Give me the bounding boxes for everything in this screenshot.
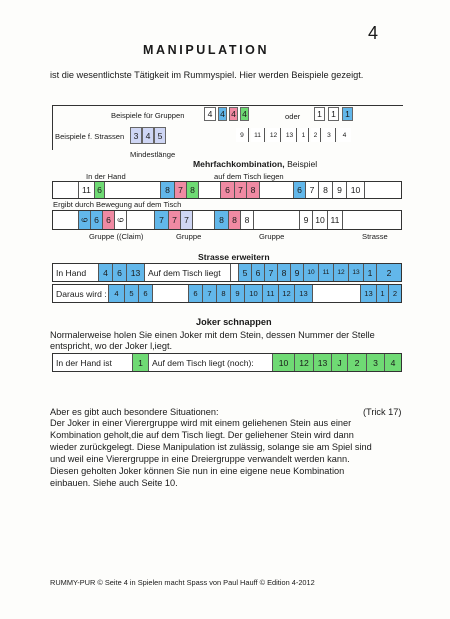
joker-title: Joker schnappen <box>196 317 272 327</box>
tile: 5 <box>125 285 139 302</box>
spacer <box>105 182 161 198</box>
tile: 7 <box>306 182 319 198</box>
spacer <box>260 182 294 198</box>
special-text-6: Diesen geholten Joker können Sie nun in eine eigene neue Kombination <box>50 466 345 476</box>
spacer <box>343 211 401 229</box>
tile: 8 <box>247 182 260 198</box>
tile: 2 <box>377 264 401 281</box>
multi-row-1 <box>52 181 402 199</box>
tile: 7 <box>181 211 193 229</box>
extend-result-label: Daraus wird : <box>53 285 109 302</box>
tile: 4 <box>204 107 216 121</box>
tile: J <box>332 354 348 371</box>
tile: 1 <box>133 354 149 371</box>
spacer <box>53 182 79 198</box>
tile: 2 <box>311 128 321 142</box>
extend-result-row <box>52 284 402 303</box>
tile: 1 <box>377 285 389 302</box>
tile: 2 <box>389 285 401 302</box>
tile: 10 <box>273 354 295 371</box>
tile: 11 <box>263 285 279 302</box>
tile: 13 <box>361 285 377 302</box>
tile: 12 <box>295 354 314 371</box>
tile: 6 <box>95 182 105 198</box>
extend-hand-label: In Hand <box>53 264 99 281</box>
tile: 11 <box>251 128 265 142</box>
joker-text-1: Normalerweise holen Sie einen Joker mit dem Stein, dessen Nummer der Stelle <box>50 330 375 340</box>
tile: 12 <box>279 285 295 302</box>
tile: 8 <box>187 182 199 198</box>
tile: 7 <box>265 264 278 281</box>
strasse-label: Strasse <box>362 232 388 241</box>
tile <box>79 211 91 229</box>
joker-text-2: entspricht, wo der Joker l,iegt. <box>50 341 173 351</box>
streets-label: Beispiele f. Strassen <box>55 132 125 141</box>
tile-label: 6 <box>79 217 90 223</box>
tile: 10 <box>313 211 328 229</box>
special-text-3: Kombination geholt,die auf dem Tisch liegt. Der geliehener Stein wird dann <box>50 430 354 440</box>
tile: 4 <box>385 354 401 371</box>
tile: 1 <box>328 107 339 121</box>
groups-set-2 <box>314 107 353 121</box>
tile: 7 <box>175 182 187 198</box>
spacer <box>231 264 239 281</box>
trick-label: (Trick 17) <box>363 407 402 417</box>
oder-label: oder <box>285 112 301 121</box>
extend-hand-row <box>52 263 402 282</box>
tile: 7 <box>169 211 181 229</box>
tile: 13 <box>349 264 364 281</box>
joker-table-label: Auf dem Tisch liegt (noch): <box>149 354 273 371</box>
tile: 6 <box>103 211 115 229</box>
tile: 8 <box>161 182 175 198</box>
tile: 11 <box>79 182 95 198</box>
tile: 10 <box>304 264 319 281</box>
result-label: Ergibt durch Bewegung auf dem Tisch <box>53 200 182 209</box>
multi-title-suffix: Beispiel <box>284 159 318 169</box>
special-text-1: Aber es gibt auch besondere Situationen: <box>50 407 219 417</box>
streets-set-2 <box>236 128 351 142</box>
spacer <box>127 211 155 229</box>
spacer <box>365 182 401 198</box>
spacer <box>199 182 221 198</box>
tile: 10 <box>245 285 263 302</box>
tile: 6 <box>189 285 203 302</box>
tile: 4 <box>99 264 113 281</box>
page-number: 4 <box>368 23 379 43</box>
tile: 13 <box>127 264 145 281</box>
joker-row <box>52 353 402 372</box>
footer: RUMMY-PUR © Seite 4 in Spielen macht Spass von Paul Hauff © Edition 4-2012 <box>50 578 315 587</box>
on-table-label: auf dem Tisch liegen <box>214 172 284 181</box>
tile: 4 <box>142 127 154 144</box>
tile: 6 <box>221 182 235 198</box>
tile: 13 <box>283 128 297 142</box>
tile: 8 <box>217 285 231 302</box>
intro-text: ist die wesentlichste Tätigkeit im Rummyspiel. Hier werden Beispiele gezeigt. <box>50 70 364 80</box>
tile: 4 <box>109 285 125 302</box>
special-text-5: und weil eine Vierergruppe in eine Dreiergruppe verwandelt werden kann. <box>50 454 350 464</box>
extend-title: Strasse erweitern <box>198 252 270 262</box>
special-text-4: wieder zurückgelegt. Diese Manipulation ist zulässig, solange sie am Spiel sind <box>50 442 372 452</box>
gruppe-label-2: Gruppe <box>259 232 285 241</box>
spacer <box>313 285 361 302</box>
tile: 8 <box>215 211 229 229</box>
tile: 5 <box>239 264 252 281</box>
tile: 7 <box>155 211 169 229</box>
tile: 6 <box>252 264 265 281</box>
tile: 3 <box>323 128 336 142</box>
tile: 10 <box>347 182 365 198</box>
tile: 8 <box>229 211 241 229</box>
multi-title <box>193 159 317 169</box>
tile: 4 <box>229 107 238 121</box>
groups-set-1 <box>204 107 249 121</box>
joker-hand-label: In der Hand ist <box>53 354 133 371</box>
tile: 13 <box>295 285 313 302</box>
tile: 9 <box>236 128 249 142</box>
groups-label: Beispiele für Gruppen <box>111 111 185 120</box>
tile: 5 <box>154 127 166 144</box>
tile: 2 <box>348 354 367 371</box>
tile: 12 <box>334 264 349 281</box>
tile: 9 <box>291 264 304 281</box>
spacer <box>153 285 189 302</box>
tile: 4 <box>218 107 227 121</box>
tile: 1 <box>364 264 377 281</box>
tile: 7 <box>235 182 247 198</box>
tile: 11 <box>319 264 334 281</box>
tile: 9 <box>300 211 313 229</box>
tile: 1 <box>314 107 325 121</box>
tile: 1 <box>342 107 353 121</box>
streets-set-1 <box>130 127 166 144</box>
in-hand-label: In der Hand <box>86 172 126 181</box>
tile: 6 <box>139 285 153 302</box>
gruppe-label-1: Gruppe <box>176 232 202 241</box>
tile: 3 <box>367 354 385 371</box>
spacer <box>53 211 79 229</box>
tile: 4 <box>240 107 249 121</box>
tile: 9 <box>231 285 245 302</box>
tile: 11 <box>328 211 343 229</box>
spacer <box>193 211 215 229</box>
tile: 6 <box>91 211 103 229</box>
claim-label: Gruppe ((Claim) <box>89 232 144 241</box>
tile: 1 <box>299 128 309 142</box>
tile: 4 <box>338 128 351 142</box>
spacer <box>254 211 300 229</box>
tile-label: 6 <box>115 217 126 223</box>
tile: 13 <box>314 354 332 371</box>
tile <box>115 211 127 229</box>
min-length-label: Mindestlänge <box>130 150 176 159</box>
special-text-2: Der Joker in einer Vierergruppe wird mit einem geliehenen Stein aus einer <box>50 418 352 428</box>
multi-title-bold: Mehrfachkombination, <box>193 159 285 169</box>
multi-row-2 <box>52 210 402 230</box>
page-title: MANIPULATION <box>143 43 270 57</box>
tile: 7 <box>203 285 217 302</box>
tile: 12 <box>267 128 281 142</box>
tile: 9 <box>333 182 347 198</box>
tile: 6 <box>113 264 127 281</box>
tile: 8 <box>319 182 333 198</box>
tile: 6 <box>294 182 306 198</box>
tile: 3 <box>130 127 142 144</box>
tile: 8 <box>278 264 291 281</box>
tile: 8 <box>241 211 254 229</box>
extend-table-label: Auf dem Tisch liegt <box>145 264 231 281</box>
special-text-7: einbauen. Siehe auch Seite 10. <box>50 478 178 488</box>
